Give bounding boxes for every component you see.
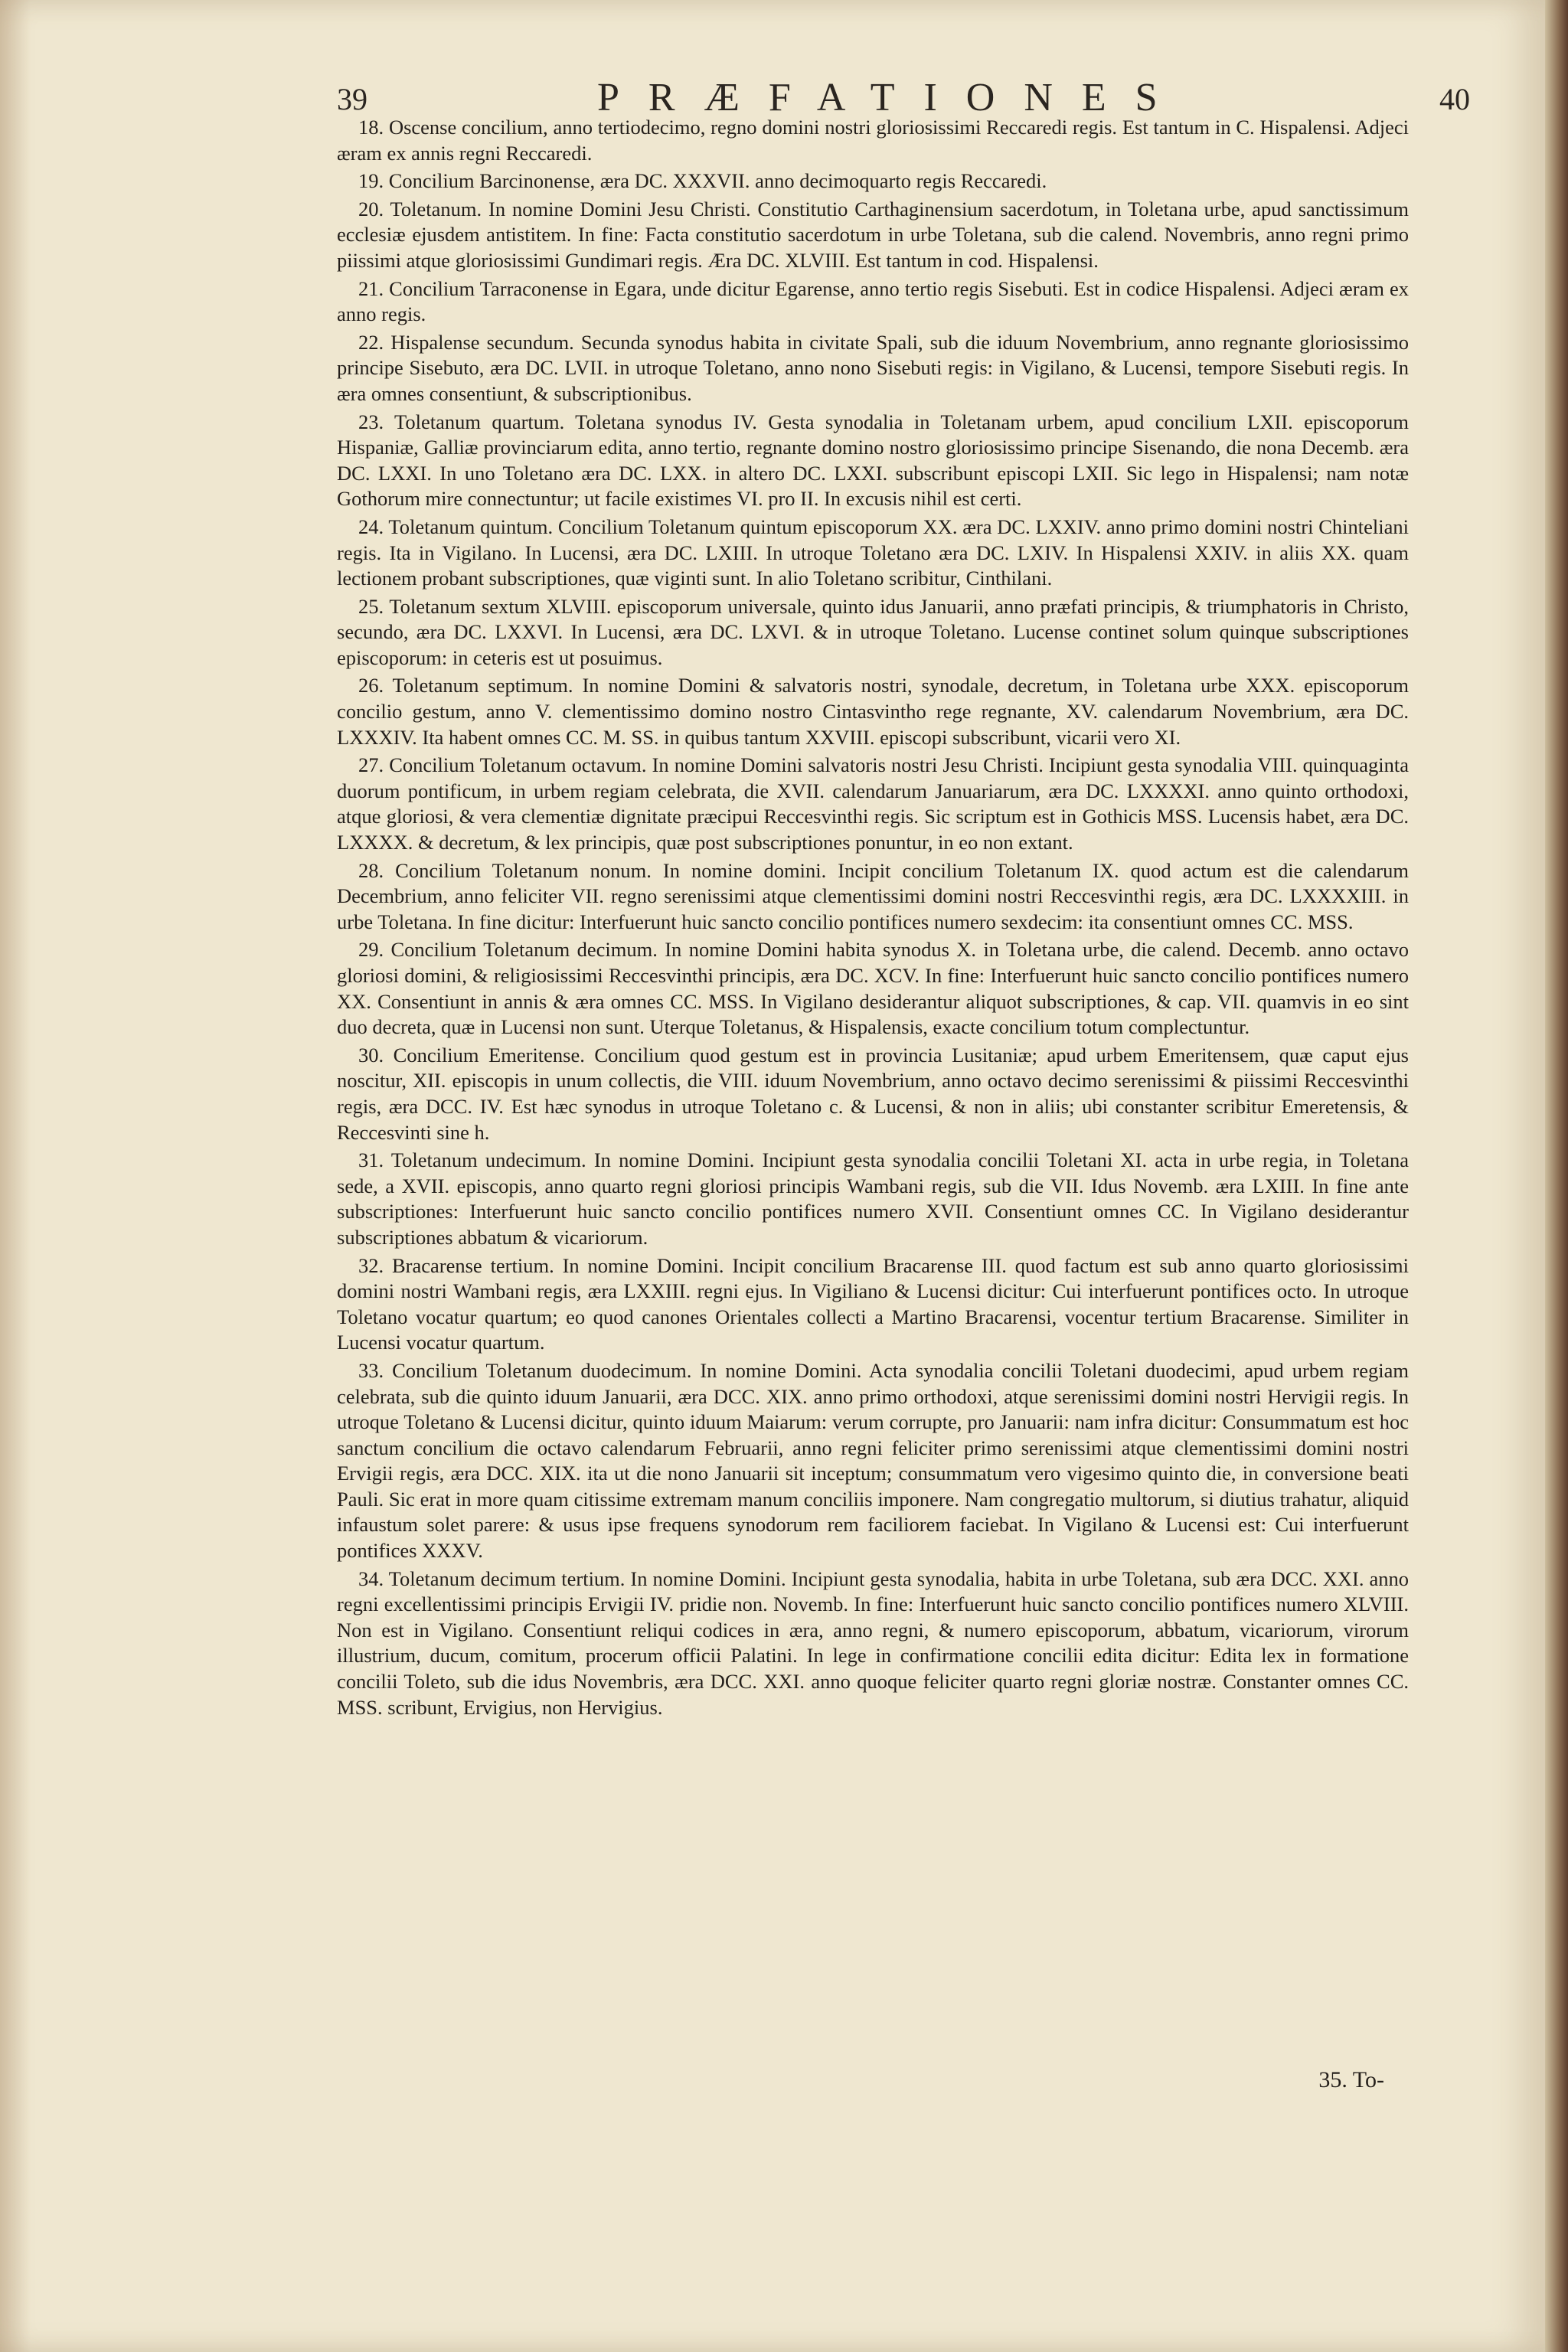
paragraph-23: 23. Toletanum quartum. Toletana synodus IV. Gesta synodalia in Toletanam urbem, apud concilium LXII. episcoporum Hispaniæ, Galliæ provinciarum edita, anno tertio, regnante domino nostro gloriosissimo principe Sisenando, die nona Decemb. æra DC. LXXI. In uno Toletano æra DC. LXX. in altero DC. LXXI. subscribunt episcopi LXII. Sic lego in Hispalensi; nam notæ Gothorum mire connectuntur; ut facile existimes VI. pro II. In excusis nihil est certi. (337, 410, 1409, 511)
paragraph-22: 22. Hispalense secundum. Secunda synodus habita in civitate Spali, sub die iduum Novembrium, anno regnante gloriosissimo principe Sisebuto, æra DC. LVII. in utroque Toletano, anno nono Sisebuti regis: in Vigilano, & Lucensi, tempore Sisebuti regis. In æra omnes consentiunt, & subscriptionibus. (337, 330, 1409, 405)
gutter-shadow (0, 0, 31, 2352)
paragraph-34: 34. Toletanum decimum tertium. In nomine Domini. Incipiunt gesta synodalia, habita in urbe Toletana, sub æra DCC. XXI. anno regni excellentissimi principis Ervigii IV. pridie non. Novemb. In fine: Interfuerunt huic sancto concilio pontifices numero XLVIII. Non est in Vigilano. Consentiunt reliqui codices in æra, anno regni, & numero episcoporum, abbatum, vicariorum, virorum illustrium, ducum, comitum, procerum officii Palatini. In lege in confirmatione concilii edita dicitur: Edita lex in formatione concilii Toleto, sub die idus Novembris, æra DCC. XXI. anno quoque feliciter quarto regni gloriæ nostræ. Constanter omnes CC. MSS. scribunt, Ervigius, non Hervigius. (337, 1566, 1409, 1719)
paragraph-28: 28. Concilium Toletanum nonum. In nomine domini. Incipit concilium Toletanum IX. quod actum est die calendarum Decembrium, anno feliciter VII. regno serenissimi atque clementissimi domini nostri Reccesvinthi regis, æra DC. LXXXXIII. in urbe Toletana. In fine dicitur: Interfuerunt huic sancto concilio pontifices numero sexdecim: ita consentiunt omnes CC. MSS. (337, 858, 1409, 933)
page-number-right: 40 (1439, 82, 1470, 116)
paragraph-20: 20. Toletanum. In nomine Domini Jesu Christi. Constitutio Carthaginensium sacerdotum, in Toletana urbe, apud sanctissimum ecclesiæ ejusdem antistitem. In fine: Facta constitutio sacerdotum in urbe Toletana, sub die calend. Novembris, anno regni primo piissimi atque gloriosissimi Gundimari regis. Æra DC. XLVIII. Est tantum in cod. Hispalensi. (337, 197, 1409, 272)
paragraph-24: 24. Toletanum quintum. Concilium Toletanum quintum episcoporum XX. æra DC. LXXIV. anno primo domini nostri Chinteliani regis. Ita in Vigilano. In Lucensi, æra DC. LXIII. In utroque Toletano æra DC. LXIV. In Hispalensi XXIV. in aliis XX. quam lectionem probant subscriptiones, quæ viginti sunt. In alio Toletano scribitur, Cinthilani. (337, 514, 1409, 590)
catchword: 35. To- (1318, 2067, 1384, 2092)
page-edge (1545, 0, 1568, 2352)
paragraph-27: 27. Concilium Toletanum octavum. In nomine Domini salvatoris nostri Jesu Christi. Incipiunt gesta synodalia VIII. quinquaginta duorum pontificum, in urbem regiam celebrata, die XVII. calendarum Januariarum, æra DC. LXXXXI. anno quinto orthodoxi, atque gloriosi, & vera clementiæ dignitate præcipui Reccesvinthi regis. Sic scriptum est in Gothicis MSS. Lucensis habet, æra DC. LXXXX. & decretum, & lex principis, quæ post subscriptiones ponuntur, in eo non extant. (337, 753, 1409, 854)
body-text (337, 115, 1409, 1723)
paragraph-26: 26. Toletanum septimum. In nomine Domini & salvatoris nostri, synodale, decretum, in Toletana urbe XXX. episcoporum concilio gestum, anno V. clementissimo domino nostro Cintasvintho rege regnante, XV. calendarum Novembrium, æra DC. LXXXIV. Ita habent omnes CC. M. SS. in quibus tantum XXVIII. episcopi subscribunt, vicarii vero XI. (337, 674, 1409, 749)
paragraph-21: 21. Concilium Tarraconense in Egara, unde dicitur Egarense, anno tertio regis Sisebuti. Est in codice Hispalensi. Adjeci æram ex anno regis. (337, 276, 1409, 326)
paragraph-31: 31. Toletanum undecimum. In nomine Domini. Incipiunt gesta synodalia concilii Toletani XI. acta in urbe regia, in Toletana sede, a XVII. episcopis, anno quarto regni gloriosi principis Wambani regis, sub die VII. Idus Novemb. æra LXIII. In fine ante subscriptiones: Interfuerunt huic sancto concilio pontifices numero XVII. Consentiunt omnes CC. In Vigilano desiderantur subscriptiones abbatum & vicariorum. (337, 1148, 1409, 1249)
running-title: PRÆFATIONES (597, 76, 1187, 119)
paragraph-19: 19. Concilium Barcinonense, æra DC. XXXVII. anno decimoquarto regis Reccaredi. (358, 169, 1047, 193)
paragraph-29: 29. Concilium Toletanum decimum. In nomine Domini habita synodus X. in Toletana urbe, die calend. Decemb. anno octavo gloriosi domini, & religiosissimi Reccesvinthi principis, æra DC. XCV. In fine: Interfuerunt huic sancto concilio pontifices numero XX. Consentiunt in annis & æra omnes CC. MSS. In Vigilano desiderantur aliquot subscriptiones, & cap. VII. quamvis in eo sint duo decreta, quæ in Lucensi non sunt. Uterque Toletanus, & Hispalensis, exacte concilium totum complectuntur. (337, 938, 1409, 1039)
paragraph-33: 33. Concilium Toletanum duodecimum. In nomine Domini. Acta synodalia concilii Toletani duodecimi, apud urbem regiam celebrata, sub die quinto iduum Januarii, æra DCC. XIX. anno primo orthodoxi, atque serenissimi domini nostri Hervigii regis. In utroque Toletano & Lucensi dicitur, quinto iduum Maiarum: verum corrupte, pro Januarii: nam infra dicitur: Consummatum est hoc sanctum concilium die octavo calendarum Februarii, anno regni feliciter primo serenissimi atque clementissimi domini nostri Ervigii regis, æra DCC. XIX. ita ut die nono Januarii sit inceptum; consummatum vero vigesimo quinto die, in conversione beati Pauli. Sic erat in more quam citissime extremam manum conciliis imponere. Nam congregatio multorum, si diutius trahatur, aliquid infaustum solet parere: & usus ipse frequens synodorum rem faciliorem faciebat. In Vigilano & Lucensi est: Cui interfuerunt pontifices XXXV. (337, 1358, 1409, 1563)
paragraph-32: 32. Bracarense tertium. In nomine Domini. Incipit concilium Bracarense III. quod factum est sub anno quarto gloriosissimi domini nostri Wambani regis, æra LXXIII. regni ejus. In Vigiliano & Lucensi dicitur: Cui interfuerunt pontifices octo. In utroque Toletano vocatur quartum; eo quod canones Orientales collecti a Martino Bracarensi, vocentur tertium Bracarense. Similiter in Lucensi vocatur quartum. (337, 1253, 1409, 1354)
paragraph-18: 18. Oscense concilium, anno tertiodecimo, regno domini nostri gloriosissimi Reccaredi regis. Est tantum in C. Hispalensi. Adjeci æram ex annis regni Reccaredi. (337, 116, 1409, 165)
page-number-left: 39 (337, 82, 368, 116)
paragraph-30: 30. Concilium Emeritense. Concilium quod gestum est in provincia Lusitaniæ; apud urbem Emeritensem, quæ caput ejus noscitur, XII. episcopis in unum collectis, die VIII. iduum Novembrium, anno octavo decimo serenissimi & piissimi Reccesvinthi regis, æra DCC. IV. Est hæc synodus in utroque Toletano c. & Lucensi, & non in aliis; ubi constanter scribitur Emeretensis, & Reccesvinti sine h. (337, 1043, 1409, 1144)
paragraph-25: 25. Toletanum sextum XLVIII. episcoporum universale, quinto idus Januarii, anno præfati principis, & triumphatoris in Christo, secundo, æra DC. LXXVI. In Lucensi, æra DC. LXVI. & in utroque Toletano. Lucense continet solum quinque subscriptiones episcoporum: in ceteris est ut posuimus. (337, 594, 1409, 669)
